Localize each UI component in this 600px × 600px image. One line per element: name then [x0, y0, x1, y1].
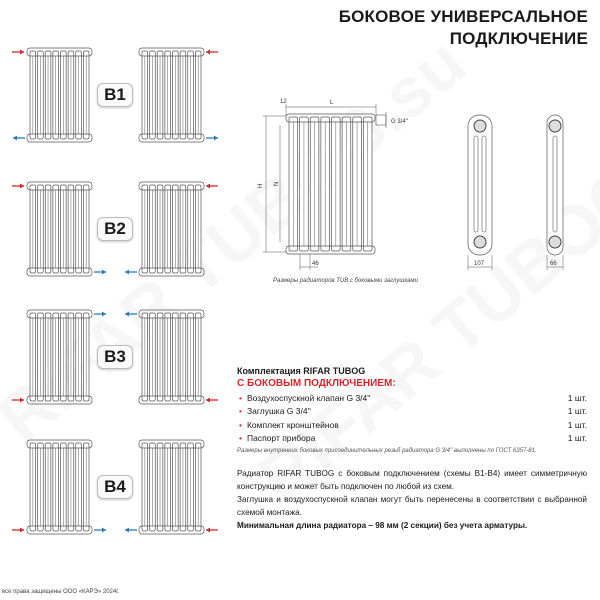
arrow-head [20, 50, 24, 55]
dimension-drawing [250, 90, 600, 280]
radiator-icon [286, 114, 375, 254]
bullet-icon: • [239, 392, 242, 403]
kit-item [237, 391, 587, 405]
dim-46-label: 46 [312, 261, 319, 267]
top-collector [27, 440, 92, 448]
top-collector [27, 182, 92, 190]
copyright: все права защищены ООО «КАРЭ» 2024г. [2, 589, 120, 595]
arrow-head [206, 528, 210, 533]
bottom-collector [139, 396, 204, 404]
kit-item-name: • Паспорт прибора [239, 433, 316, 444]
dim-n-label: N [274, 181, 280, 186]
radiator-icon [27, 310, 92, 404]
supply-arrow-icon [206, 184, 218, 189]
kit-item-qty: 1 шт. [567, 392, 587, 403]
return-arrow-icon [125, 528, 137, 533]
top-collector [139, 310, 204, 318]
arrow-head [125, 270, 129, 275]
dim-107-label: 107 [474, 261, 485, 267]
radiator-icon [139, 310, 204, 404]
kit-item [237, 405, 587, 419]
kit-note: Размеры внутренних боковых присоединительных резьб радиатора G 3/4'' выполнены по ГОСТ 6357-81. [237, 448, 537, 454]
bottom-collector [27, 134, 92, 142]
return-arrow-icon [94, 528, 106, 533]
nipple-icon [549, 120, 561, 132]
kit-item-qty: 1 шт. [567, 433, 587, 444]
radiator-icon [139, 182, 204, 276]
arrow-head [125, 312, 129, 317]
dim-l-label: L [330, 100, 334, 106]
bottom-collector [27, 526, 92, 534]
arrow-head [206, 398, 210, 403]
dim-66-label: 66 [550, 261, 557, 267]
kit-section [237, 366, 587, 454]
top-collector [139, 182, 204, 190]
bottom-collector [27, 268, 92, 276]
drawing-caption: Размеры радиаторов TUB с боковыми заглушками [273, 278, 418, 284]
supply-arrow-icon [12, 528, 24, 533]
return-arrow-icon [94, 312, 106, 317]
bottom-collector [139, 268, 204, 276]
arrow-head [206, 184, 210, 189]
supply-arrow-icon [12, 184, 24, 189]
radiator-icon [139, 48, 204, 142]
return-arrow-icon [125, 312, 137, 317]
top-collector [139, 440, 204, 448]
arrow-head [13, 136, 17, 141]
return-arrow-icon [94, 270, 106, 275]
thread-label: G 3/4'' [391, 119, 408, 125]
bullet-icon: • [239, 433, 242, 444]
kit-item-name: • Комплект кронштейнов [239, 419, 339, 430]
return-arrow-icon [125, 270, 137, 275]
thread-fitting [376, 115, 386, 125]
radiator-icon [139, 440, 204, 534]
radiator-icon [27, 48, 92, 142]
kit-item-qty: 1 шт. [567, 406, 587, 417]
bottom-collector [139, 134, 204, 142]
top-collector [27, 48, 92, 56]
arrow-head [125, 528, 129, 533]
supply-arrow-icon [12, 50, 24, 55]
kit-item-qty: 1 шт. [567, 419, 587, 430]
top-collector [27, 310, 92, 318]
arrow-head [102, 312, 106, 317]
page-title: БОКОВОЕ УНИВЕРСАЛЬНОЕ ПОДКЛЮЧЕНИЕ [338, 7, 588, 48]
return-arrow-icon [206, 136, 218, 141]
bullet-icon: • [239, 419, 242, 430]
arrow-head [20, 528, 24, 533]
dim-12-label: 12 [280, 99, 287, 105]
radiator-icon [27, 440, 92, 534]
arrow-head [20, 398, 24, 403]
kit-list [237, 391, 587, 445]
dim-h-label: H [258, 183, 264, 188]
radiator-icon [27, 182, 92, 276]
nipple-icon [474, 120, 486, 132]
supply-arrow-icon [206, 398, 218, 403]
description: Радиатор RIFAR TUBOG с боковым подключением (схемы B1-B4) имеет симметричную конструкцию и может быть подключен по любой из схем. Заглушка и воздухоспускной клапан могут быть перенесены в соответствии с выбранной схемой монтажа. Минимальная длина радиатора – 98 мм (2 секции) без учета арматуры. [237, 469, 587, 530]
top-collector [139, 48, 204, 56]
arrow-head [214, 136, 218, 141]
kit-item-name: • Заглушка G 3/4'' [239, 406, 311, 417]
arrow-head [206, 50, 210, 55]
return-arrow-icon [13, 136, 25, 141]
bullet-icon: • [239, 406, 242, 417]
scheme-label: B4 [97, 475, 133, 499]
kit-heading: Комплектация RIFAR TUBOG [237, 366, 366, 376]
kit-item [237, 418, 587, 432]
arrow-head [20, 184, 24, 189]
supply-arrow-icon [12, 398, 24, 403]
scheme-label: B2 [97, 217, 133, 241]
kit-item-name: • Воздухоспускной клапан G 3/4'' [239, 392, 371, 403]
arrow-head [102, 528, 106, 533]
nipple-icon [474, 236, 486, 248]
front-view-wide [468, 115, 492, 255]
bottom-collector [27, 396, 92, 404]
kit-subheading: С БОКОВЫМ ПОДКЛЮЧЕНИЕМ: [237, 378, 396, 389]
supply-arrow-icon [206, 50, 218, 55]
nipple-icon [549, 236, 561, 248]
bottom-collector [139, 526, 204, 534]
arrow-head [102, 270, 106, 275]
supply-arrow-icon [206, 528, 218, 533]
kit-item [237, 432, 587, 446]
scheme-label: B3 [97, 345, 133, 369]
scheme-label: B1 [97, 83, 133, 107]
